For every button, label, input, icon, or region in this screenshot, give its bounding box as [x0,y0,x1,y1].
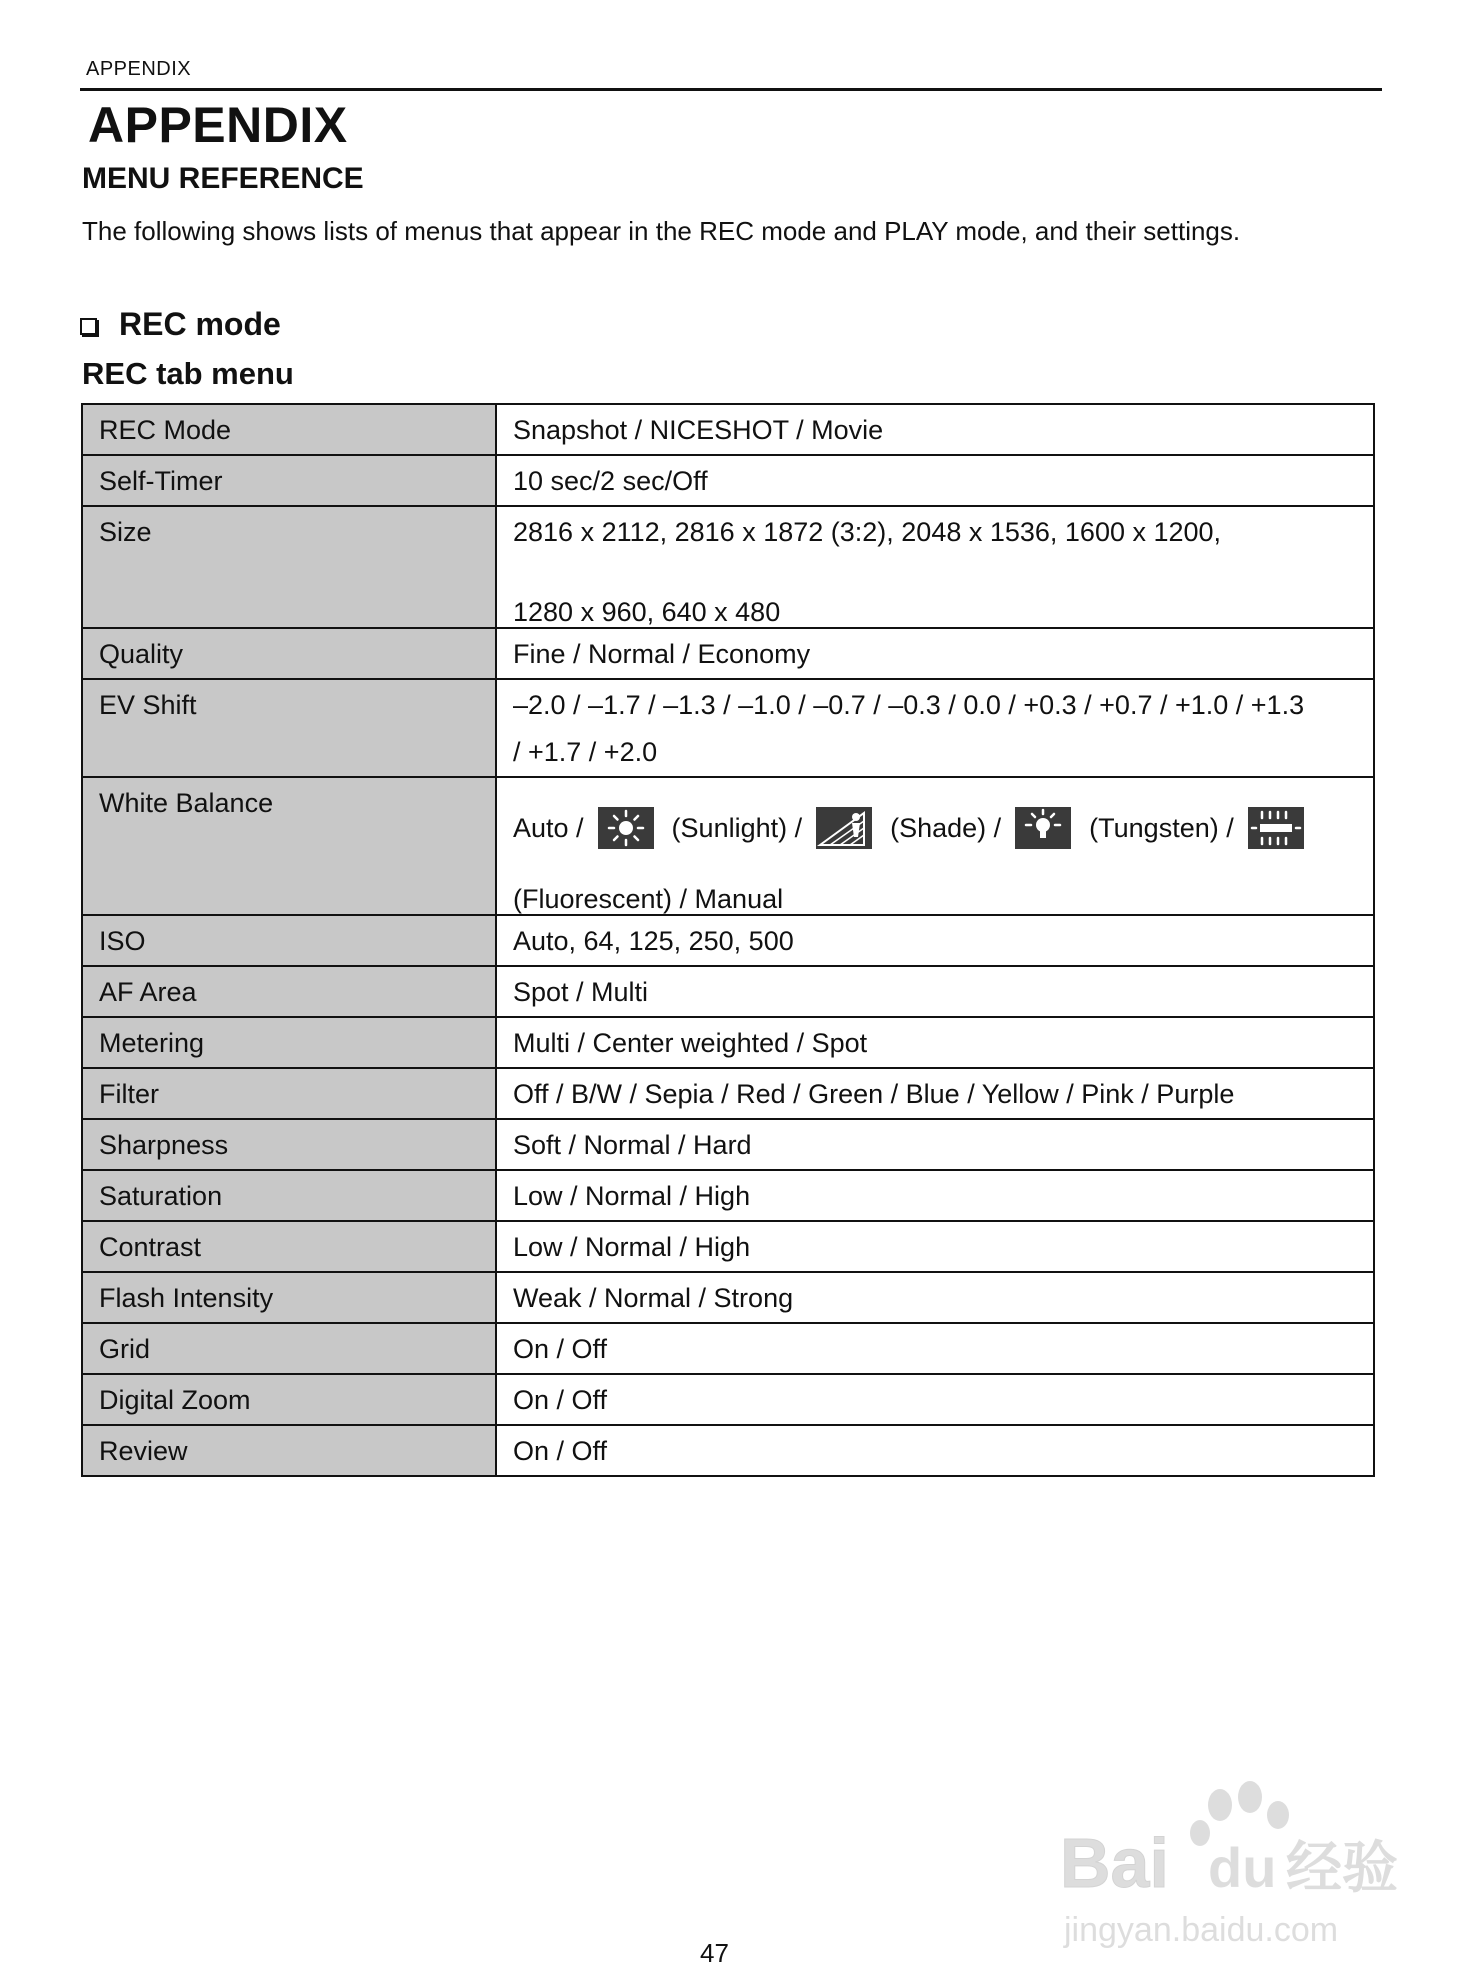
row-value-line: (Fluorescent) / Manual [513,884,784,914]
row-label: ISO [82,915,496,966]
table-row [82,506,1374,628]
row-value: Auto, 64, 125, 250, 500 [496,915,1374,966]
row-label: Sharpness [82,1119,496,1170]
row-label: Filter [82,1068,496,1119]
watermark-brand-du: du [1208,1836,1277,1899]
table-row [82,1170,1374,1221]
paw-toe-icon [1208,1789,1232,1821]
row-label: REC Mode [82,404,496,455]
table-row [82,455,1374,506]
row-value: Spot / Multi [496,966,1374,1017]
wb-tungsten-text: (Tungsten) / [1089,813,1234,843]
row-value: Weak / Normal / Strong [496,1272,1374,1323]
wb-sunlight-text: (Sunlight) / [671,813,803,843]
row-value: 10 sec/2 sec/Off [496,455,1374,506]
watermark-url: jingyan.baidu.com [1064,1911,1339,1949]
table-row [82,915,1374,966]
wb-auto-text: Auto / [513,813,584,843]
table-row [82,628,1374,679]
paw-toe-icon [1190,1820,1210,1846]
row-value-line: 1280 x 960, 640 x 480 [513,597,781,627]
section-heading-text: REC mode [119,306,281,342]
table-row [82,1323,1374,1374]
table-row [82,1374,1374,1425]
table-row [82,1221,1374,1272]
table-row [82,679,1374,777]
row-label: Contrast [82,1221,496,1272]
shade-icon [816,807,872,849]
row-value: Multi / Center weighted / Spot [496,1017,1374,1068]
white-balance-line [513,804,1357,852]
row-label: Flash Intensity [82,1272,496,1323]
table-row [82,1119,1374,1170]
row-label: Saturation [82,1170,496,1221]
watermark-brand: Bai [1060,1824,1169,1902]
rec-tab-menu-table [81,403,1375,1477]
row-value-line: 2816 x 2112, 2816 x 1872 (3:2), 2048 x 1536, 1600 x 1200, [513,517,1222,547]
row-value: Fine / Normal / Economy [496,628,1374,679]
sunlight-icon [598,807,654,849]
paw-toe-icon [1267,1801,1289,1829]
row-value-line: –2.0 / –1.7 / –1.3 / –1.0 / –0.7 / –0.3 / 0.0 / +0.3 / +0.7 / +1.0 / +1.3 [513,690,1305,720]
row-value: Low / Normal / High [496,1221,1374,1272]
row-label: Grid [82,1323,496,1374]
row-value: Off / B/W / Sepia / Red / Green / Blue / Yellow / Pink / Purple [496,1068,1374,1119]
row-label: Metering [82,1017,496,1068]
table-row [82,966,1374,1017]
row-label: Review [82,1425,496,1476]
subsection-heading-rec-tab-menu: REC tab menu [82,356,294,391]
wb-shade-text: (Shade) / [890,813,1002,843]
row-label: Size [82,506,496,628]
section-title-menu-reference: MENU REFERENCE [82,162,364,195]
baidu-jingyan-watermark [1060,1775,1420,1965]
row-value [496,679,1374,777]
page-title: APPENDIX [88,97,348,153]
watermark-cn: 经验 [1286,1836,1398,1901]
row-value: On / Off [496,1323,1374,1374]
row-label: Self-Timer [82,455,496,506]
table-row [82,1017,1374,1068]
header-rule [80,88,1382,91]
row-label: White Balance [82,777,496,915]
row-value-white-balance [496,777,1374,915]
row-label: AF Area [82,966,496,1017]
running-head: APPENDIX [86,58,192,80]
page-number: 47 [700,1938,729,1968]
row-label: Quality [82,628,496,679]
row-value [496,506,1374,628]
row-value: On / Off [496,1374,1374,1425]
row-value: Low / Normal / High [496,1170,1374,1221]
row-value: On / Off [496,1425,1374,1476]
table-row [82,1068,1374,1119]
row-label: EV Shift [82,679,496,777]
intro-text: The following shows lists of menus that appear in the REC mode and PLAY mode, and their settings. [82,216,1241,246]
row-value: Soft / Normal / Hard [496,1119,1374,1170]
table-row [82,1425,1374,1476]
row-label: Digital Zoom [82,1374,496,1425]
section-heading-rec-mode [80,306,281,343]
fluorescent-icon [1248,807,1304,849]
table-row [82,1272,1374,1323]
paw-toe-icon [1238,1781,1262,1813]
table-row [82,404,1374,455]
tungsten-icon [1015,807,1071,849]
square-bullet-icon [80,318,97,335]
row-value-line: / +1.7 / +2.0 [513,737,658,767]
table-row [82,777,1374,915]
row-value: Snapshot / NICESHOT / Movie [496,404,1374,455]
